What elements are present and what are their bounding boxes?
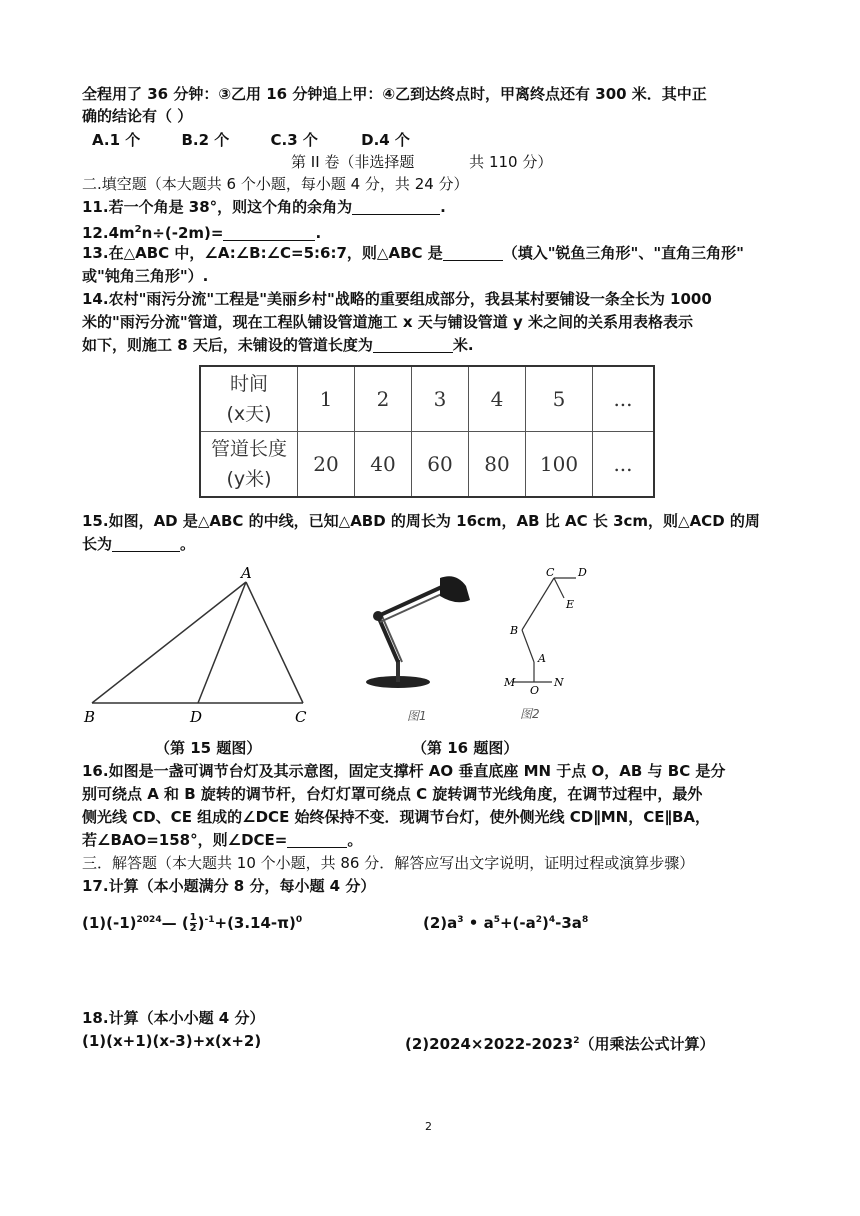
q17-p1-exp3: 0 [295,915,303,925]
table-head-time-a: 时间 [229,373,268,395]
q13-answer-blank[interactable] [443,246,503,261]
q17-p1-close: ) [197,914,205,932]
table-cell: 2 [355,366,412,432]
q18-part1: (1)(x+1)(x-3)+x(x+2) [82,1032,262,1050]
q10-line2: 确的结论有（ ） [82,107,193,125]
table-cell: ... [593,432,655,498]
q12 [82,220,321,243]
section2-title-text: 第 II 卷（非选择题 [291,153,415,171]
q11-answer-blank[interactable] [352,200,440,215]
q12-end: . [315,224,322,242]
q13-line2: 或"钝角三角形"）. [82,267,209,285]
q17-p2-b: • a [463,914,494,932]
q17-p1-rest: +(3.14-π) [214,914,296,932]
q13-hint: （填入"锐鱼三角形"、"直角三角形" [502,244,744,262]
fig16-label-n: N [554,676,564,689]
q17-title: 17.计算（本小题满分 8 分，每小题 4 分） [82,877,376,895]
option-c: C.3 个 [270,131,318,149]
table-cell: 80 [469,432,526,498]
fig16-label-e: E [566,598,575,611]
table-head-length-a: 管道长度 [210,438,287,460]
q17-p2-e1: 3 [457,915,464,925]
lamp-shade-icon [440,576,470,602]
q17-part2 [423,910,588,933]
table-cell: 20 [298,432,355,498]
fig15-triangle [80,565,320,730]
fig15-label-a: A [241,565,252,582]
q13-text: 13.在△ABC 中，∠A:∠B:∠C=5:6:7，则△ABC 是 [82,244,443,262]
q14-answer-blank[interactable] [373,338,453,353]
option-b: B.2 个 [181,131,230,149]
q12-answer-blank[interactable] [223,226,315,241]
fig16-fig2-label: 图2 [520,707,540,721]
q16-answer-blank[interactable] [287,833,347,848]
fig16-rod-ab [522,630,534,662]
lamp-post-icon [396,660,400,682]
q11-text: 11.若一个角是 38°，则这个角的余角为 [82,198,353,216]
fig16-label-c: C [546,566,555,579]
table-row-time [200,366,654,432]
q16-end: 。 [347,831,363,849]
q17-p1-minus: — ( [161,914,189,932]
lamp-upper-arm-rod-icon [380,592,446,622]
page-number: 2 [425,1120,432,1133]
fill-heading: 二.填空题（本大题共 6 个小题，每小题 4 分，共 24 分） [82,175,469,193]
q12-mid: n÷(-2m)= [141,224,224,242]
q18-part2 [405,1031,714,1054]
q11 [82,197,446,217]
table-cell: 100 [526,432,593,498]
q17-p1-exp2: -1 [204,915,215,925]
q16-line3: 侧光线 CD、CE 组成的∠DCE 始终保持不变．现调节台灯，使外侧光线 CD∥MN，CE∥BA， [82,808,710,826]
q17-fraction [190,913,197,934]
q18-p2-expr: (2)2024×2022-2023 [405,1035,574,1053]
section2-title [291,152,552,172]
option-d: D.4 个 [361,131,410,149]
q18-title: 18.计算（本小小题 4 分） [82,1009,265,1027]
q16-line1: 16.如图是一盏可调节台灯及其示意图，固定支撑杆 AO 垂直底座 MN 于点 O，AB 与 BC 是分 [82,762,726,780]
table-cell: 1 [298,366,355,432]
fig16-ray-ce [554,578,564,598]
table-cell: 4 [469,366,526,432]
table-cell: 3 [412,366,469,432]
q17-p2-d: ) [542,914,549,932]
fig16-label-d: D [578,566,587,579]
table-head-length [200,432,298,498]
q12-exp: 2 [134,224,142,235]
fig15-label-d: D [190,708,203,726]
q15-answer-blank[interactable] [112,537,180,552]
q12-pre: 12.4m [82,224,135,242]
fig15-caption: （第 15 题图） [155,739,262,757]
q17-p2-e3: 2 [535,915,543,925]
table-cell: 40 [355,432,412,498]
table-head-length-b: (y米) [226,468,272,490]
table-cell: 60 [412,432,469,498]
fig16-fig1-label: 图1 [407,709,427,723]
lamp-upper-arm-icon [378,586,444,616]
section2-score: 共 110 分） [469,153,553,171]
q16-line4 [82,830,362,850]
q10-line1: 全程用了 36 分钟：③乙用 16 分钟追上甲：④乙到达终点时，甲离终点还有 300 米．其中正 [82,85,707,103]
fig15-label-b: B [84,708,96,726]
fig16-schematic [498,566,598,726]
data-table [199,365,655,498]
fig16-lamp-image [360,568,480,728]
lamp-lower-arm-rod-icon [382,616,402,662]
lamp-joint-icon [373,611,383,621]
option-a: A.1 个 [92,131,141,149]
lamp-lower-arm-icon [378,616,398,662]
q17-p2-e5: 8 [581,915,589,925]
q17-p2-a: (2)a [423,914,458,932]
q10-options [92,130,410,150]
q17-p2-c: +(-a [499,914,536,932]
q17-p1-exp: 2024 [136,915,162,925]
table-cell: ... [593,366,655,432]
q17-p1-base: (1)(-1) [82,914,137,932]
q17-fraction-num: 1 [189,912,197,923]
q15-text: 长为 [82,535,113,553]
fig16-label-a: A [538,652,546,665]
fig16-label-b: B [510,624,519,637]
fig16-caption: （第 16 题图） [412,739,519,757]
q16-text: 若∠BAO=158°，则∠DCE= [82,831,288,849]
q17-p2-e4: 4 [548,915,556,925]
q15-line2 [82,534,195,554]
q14-line3 [82,335,474,355]
q17-p2-e2: 5 [493,915,500,925]
q18-p2-note: （用乘法公式计算） [579,1035,715,1053]
q14-line2: 米的"雨污分流"管道，现在工程队铺设管道施工 x 天与铺设管道 y 米之间的关系用表格表示 [82,313,693,331]
q14-unit: 米. [452,336,474,354]
section3-heading: 三．解答题（本大题共 10 个小题，共 86 分．解答应写出文字说明，证明过程或演算步骤） [82,854,695,872]
table-head-time [200,366,298,432]
q14-text: 如下，则施工 8 天后，未铺设的管道长度为 [82,336,373,354]
table-cell: 5 [526,366,593,432]
q15-line1: 15.如图，AD 是△ABC 的中线，已知△ABD 的周长为 16cm，AB 比 AC 长 3cm，则△ACD 的周 [82,512,760,530]
q17-p2-f: -3a [555,914,582,932]
fig16-label-o: O [530,684,540,697]
q15-end: 。 [180,535,196,553]
table-head-time-b: (x天) [226,403,272,425]
q14-line1: 14.农村"雨污分流"工程是"美丽乡村"战略的重要组成部分，我县某村要铺设一条全长为 1000 [82,290,712,308]
fig15-label-c: C [295,708,307,726]
q18-p2-exp: 2 [573,1036,580,1046]
fig16-label-m: M [504,676,516,689]
q11-end: . [440,198,446,216]
fig15-side-ac [246,582,303,703]
table-row-length [200,432,654,498]
q13-line1 [82,243,744,263]
q17-fraction-den: 2 [189,923,197,934]
fig15-side-ab [92,582,246,703]
fig16-rod-bc [522,578,554,630]
q17-part1 [82,910,302,934]
q16-line2: 别可绕点 A 和 B 旋转的调节杆，台灯灯罩可绕点 C 旋转调节光线角度，在调节过程中，最外 [82,785,703,803]
